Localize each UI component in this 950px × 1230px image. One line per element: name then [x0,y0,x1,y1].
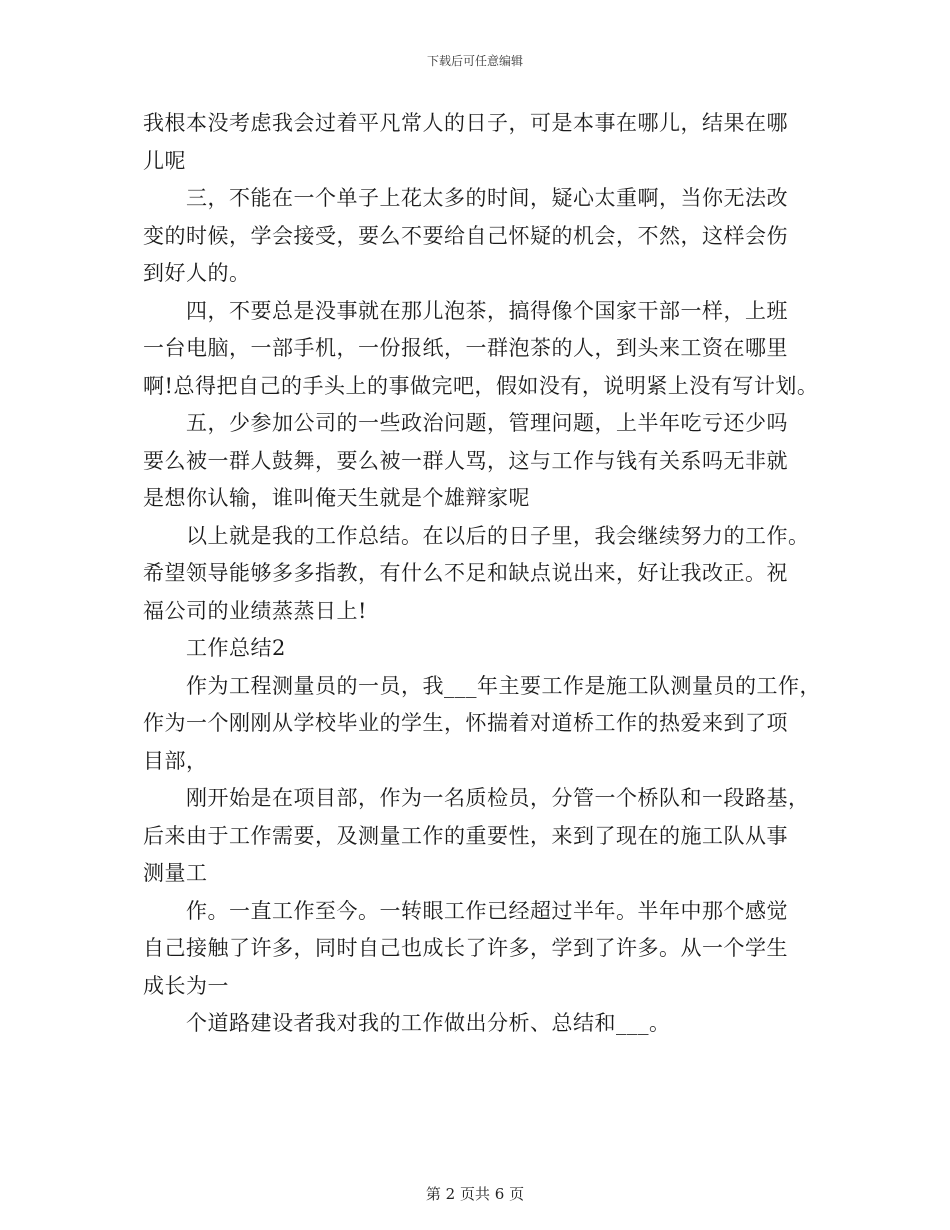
body-line: 作为工程测量员的一员，我___年主要工作是施工队测量员的工作， [186,673,821,698]
body-line: 变的时候，学会接受，要么不要给自己怀疑的机会，不然，这样会伤 [143,223,788,248]
body-line: 是想你认输，谁叫俺天生就是个雄辩家呢 [143,486,530,510]
body-line: 后来由于工作需要，及测量工作的重要性，来到了现在的施工队从事 [143,823,788,848]
body-line: 三，不能在一个单子上花太多的时间，疑心太重啊，当你无法改 [186,186,788,210]
body-line: 成长为一 [143,973,229,998]
document-body [143,105,823,1043]
body-line: 作为一个刚刚从学校毕业的学生，怀揣着对道桥工作的热爱来到了项 [143,711,788,735]
body-line: 福公司的业绩蒸蒸日上! [143,598,367,623]
body-line: 啊!总得把自己的手头上的事做完吧，假如没有，说明紧上没有写计划。 [143,373,819,398]
body-line: 儿呢 [143,148,186,173]
page-header: 下载后可任意编辑 [426,54,523,68]
body-line: 刚开始是在项目部，作为一名质检员，分管一个桥队和一段路基， [186,786,810,810]
body-line: 测量工 [143,861,208,885]
body-line: 目部， [143,748,208,773]
page-number: 第 2 页共 6 页 [425,1185,525,1203]
body-line: 四，不要总是没事就在那儿泡茶，搞得像个国家干部一样，上班 [186,298,788,323]
body-line: 以上就是我的工作总结。在以后的日子里，我会继续努力的工作。 [186,523,810,548]
body-line: 个道路建设者我对我的工作做出分析、总结和___。 [186,1011,671,1035]
body-line: 希望领导能够多多指教，有什么不足和缺点说出来，好让我改正。祝 [143,561,788,585]
body-line: 我根本没考虑我会过着平凡常人的日子，可是本事在哪儿，结果在哪 [143,111,788,135]
body-line: 作。一直工作至今。一转眼工作已经超过半年。半年中那个感觉 [186,898,788,923]
body-line: 五，少参加公司的一些政治问题，管理问题，上半年吃亏还少吗 [186,411,788,435]
body-line: 要么被一群人鼓舞，要么被一群人骂，这与工作与钱有关系吗无非就 [143,448,788,473]
body-line: 自己接触了许多，同时自己也成长了许多，学到了许多。从一个学生 [143,936,788,960]
body-line: 到好人的。 [143,261,251,285]
section-heading: 工作总结2 [186,636,286,660]
body-line: 一台电脑，一部手机，一份报纸，一群泡茶的人，到头来工资在哪里 [143,336,788,360]
